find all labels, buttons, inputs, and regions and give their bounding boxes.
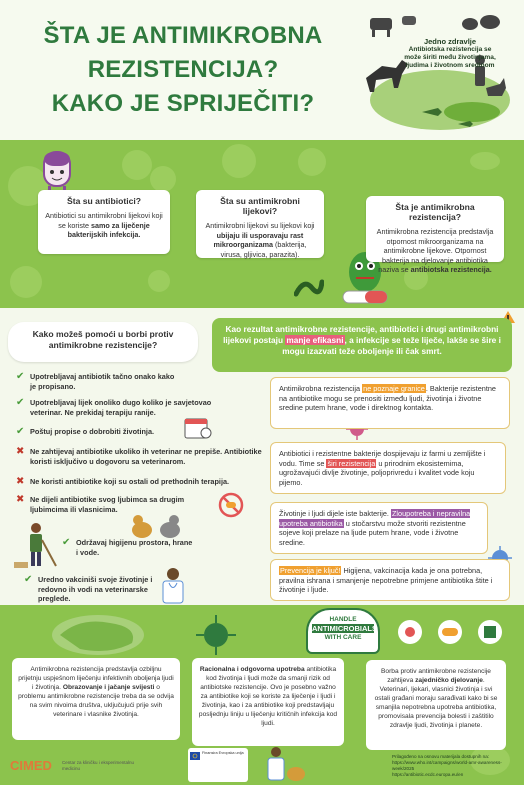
- card-responsible-use: [192, 658, 344, 746]
- card-text-bold: samo za liječenje bakterijskih infekcija.: [67, 220, 150, 239]
- infobox-shared-bacteria: [270, 502, 488, 554]
- infobox-text: Životinje i ljudi dijele iste bakterije.: [279, 509, 391, 518]
- bacteria-decoration: [150, 166, 176, 192]
- infobox-environment-spread: [270, 442, 506, 494]
- badge-line: HANDLE: [329, 616, 357, 623]
- infobox-highlight: širi rezistencija: [327, 458, 376, 468]
- card-text: Antimikrobna rezistencija predstavlja ozbiljnu prijetnju uspješnom liječenju infektivnih oboljenja ljudi i životinja.: [18, 666, 174, 691]
- infobox-highlight: ne poznaje granice: [363, 384, 425, 393]
- card-text-part: Antimikrobna rezistencija predstavlja otpornost mikroorganizama na antimikrobne lijekove. Otpornost bakterija na djelovanje antibiotika naziva se: [376, 227, 494, 274]
- bacteria-decoration: [222, 144, 256, 178]
- check-icon: ✔: [62, 537, 71, 548]
- card-text-part: (bakterija, virusa, gljivica, parazita).: [220, 240, 307, 259]
- health-icons-group: [396, 615, 506, 649]
- capsule-icon: [342, 290, 388, 304]
- card-title: Šta je antimikrobna rezistencija?: [395, 202, 475, 222]
- tip-item: [62, 537, 196, 557]
- card-text: Borba protiv antimikrobne rezistencije zahtijeva: [381, 668, 491, 684]
- tip-text: Upotrebljavaj lijek onoliko dugo koliko je savjetovao veterinar. Ne prekidaj terapiju ranije.: [30, 398, 212, 417]
- card-text: antibiotika kod životinja i ljudi može da smanji rizik od antibiotske rezistencije. Ovo je posebno važno za antibiotike koji se koriste za liječenje i ljudi i životinja, kao i za antibiotike koji predstavljaju posljednju liniju u liječenju kritičnih infekcija kod ljudi.: [198, 666, 338, 727]
- badge-line: WITH CARE: [324, 634, 362, 641]
- check-icon: ✔: [24, 574, 33, 585]
- card-text-bold: Racionalna i odgovorna upotreba: [199, 666, 305, 673]
- card-what-are-antimicrobials: [196, 190, 324, 258]
- no-pills-icon: [218, 492, 244, 518]
- infobox-text: . Bakterije rezistentne na antibiotike mogu se prenositi između ljudi, životinja i životne sredine putem hrane, vode i direktnog kontakta.: [279, 384, 496, 413]
- how-to-help-title: Kako možeš pomoći u borbi protiv antimikrobne rezistencije?: [32, 329, 174, 350]
- tip-item: [24, 574, 178, 604]
- consequences-card: [212, 318, 512, 372]
- infobox-text: u stočarstvu može stvoriti rezistentne sojeve koji prelaze na ljude putem hrane, vode i životne sredine.: [279, 518, 466, 547]
- check-icon: ✔: [16, 371, 25, 382]
- eu-funding-box: [188, 748, 248, 782]
- check-icon: ✔: [16, 426, 25, 437]
- tip-text: Upotrebljavaj antibiotik tačno onako kako je propisano.: [30, 372, 175, 391]
- tip-item: [16, 446, 266, 466]
- card-text: [373, 227, 497, 275]
- page-title-line-3: KAKO JE SPRIJEČITI?: [51, 90, 315, 117]
- virus-icon: [196, 615, 236, 655]
- card-text: [45, 211, 163, 240]
- tip-text: Ne koristi antibiotike koji su ostali od prethodnih terapija.: [30, 477, 230, 486]
- tip-text: Ne zahtijevaj antibiotike ukoliko ih veterinar ne prepiše. Antibiotike koristi isključivo u dogovoru sa veterinarom.: [30, 447, 262, 466]
- tip-text: Ne dijeli antibiotike svog ljubimca sa drugim ljubimcima ili vlasnicima.: [30, 495, 185, 514]
- page-title-line-2: REZISTENCIJA?: [87, 56, 279, 83]
- eu-funding-text: Finansira Evropska unija: [202, 751, 244, 755]
- tip-item: [16, 476, 260, 487]
- consequences-highlight: manje efikasni: [286, 335, 344, 345]
- bacteria-decoration: [10, 266, 42, 298]
- tip-item: [16, 397, 240, 417]
- page-title-line-1: ŠTA JE ANTIMIKROBNA: [43, 22, 323, 49]
- infobox-text: Antimikrobna rezistencija: [279, 384, 363, 393]
- badge-line: ANTIMICROBIALS: [312, 624, 377, 633]
- one-health-title: Jedno zdravlje: [423, 37, 477, 46]
- consequences-text-part: Kao rezultat antimikrobne rezistencije, antibiotici i drugi antimikrobni lijekovi postaju: [223, 324, 499, 345]
- consequences-text: [220, 324, 504, 357]
- references: [392, 754, 520, 778]
- globe-animals-illustration: [20, 609, 170, 659]
- consequences-text-part: , a infekcije se teže liječe, lakše se šire i mogu izazvati teže oboljenje ili čak smrt.: [282, 335, 501, 356]
- bacteria-decoration: [148, 270, 170, 292]
- one-health-illustration: [362, 8, 512, 136]
- card-text-part: Antibiotici su antimikrobni lijekovi koji se koriste: [45, 211, 163, 230]
- card-joint-action: [366, 660, 506, 750]
- infobox-prevention: [270, 559, 510, 601]
- infobox-highlight: Prevencija je ključ!: [280, 566, 341, 575]
- calendar-icon: [184, 416, 212, 440]
- card-what-are-antibiotics: [38, 190, 170, 254]
- cimed-logo-subtitle: Centar za kliničku i eksperimentalnu medicinu: [62, 760, 135, 771]
- card-text-bold: Obrazovanje i jačanje svijesti: [62, 684, 155, 691]
- cimed-logo: CIMED: [10, 758, 52, 773]
- bacteria-decoration: [122, 150, 152, 180]
- bacteria-decoration: [298, 148, 326, 176]
- card-text: . Veterinari, ljekari, vlasnici životinja i svi ostali građani moraju sarađivati kako bi se smanjila nepotrebna upotreba antibiotika, promovisala prevencija bolesti i zaštitilo zdravlje ljudi, životinja i planete.: [374, 677, 498, 729]
- card-text-bold: zajedničko djelovanje: [415, 677, 483, 684]
- references-title: Prilagođeno na osnovu materijala dostupnih na:: [392, 754, 490, 759]
- farmer-cleaning-illustration: [12, 520, 62, 570]
- card-text-bold: antibiotska rezistencija.: [410, 265, 492, 274]
- card-title: Šta su antimikrobni lijekovi?: [220, 196, 300, 216]
- eu-flag-icon: [190, 752, 200, 760]
- bacteria-decoration: [470, 152, 500, 170]
- tip-text: Održavaj higijenu prostora, hrane i vode.: [76, 538, 193, 557]
- infobox-highlight: Zloupotreba i nepravilna upotreba antibiotika: [279, 509, 471, 528]
- card-text: [203, 221, 317, 259]
- vet-with-dog-illustration: [262, 746, 306, 782]
- card-text-part: Antimikrobni lijekovi su lijekovi koji: [205, 221, 315, 230]
- one-health-caption: [402, 38, 498, 70]
- worm-icon: [294, 278, 324, 298]
- cross-icon: ✖: [16, 476, 25, 487]
- handle-with-care-badge: [306, 608, 380, 654]
- cross-icon: ✖: [16, 446, 25, 457]
- tip-text: Poštuj propise o dobrobiti životinja.: [30, 427, 155, 436]
- card-text-bold: ubijaju ili usporavaju rast mikroorganizama: [213, 230, 304, 249]
- tip-item: [16, 371, 180, 391]
- infobox-no-borders: [270, 377, 510, 429]
- veterinarian-icon: [158, 566, 188, 604]
- one-health-text: Antibiotska rezistencija se može širiti među životinjama, ljudima i životnom sredinom: [404, 46, 496, 69]
- card-what-is-amr: [366, 196, 504, 274]
- card-education: [12, 658, 180, 740]
- infobox-text: Higijena, vakcinacija kada je ona potrebna, pravilna ishrana i smanjenje nepotrebne primjene antibiotika štite i životinje i ljude.: [279, 566, 493, 595]
- how-to-help-card: [8, 322, 198, 362]
- infobox-text: Antibiotici i rezistentne bakterije dospijevaju iz farmi u zemljište i vodu. Time se: [279, 449, 486, 468]
- reference-link[interactable]: https://antibiotic.ecdc.europa.eu/en: [392, 772, 464, 777]
- tip-text: Uredno vakciniši svoje životinje i redovno ih vodi na veterinarske preglede.: [38, 575, 153, 603]
- card-title: Šta su antibiotici?: [66, 196, 141, 206]
- header-section: [0, 0, 524, 140]
- card-text: o problemu antimikrobne rezistencije treba da se odvija na svim nivoima društva, uključujući prije svih veterinare i vlasnike životinja.: [18, 684, 174, 718]
- reference-link[interactable]: https://www.who.int/campaigns/world-amr-awareness-week/2025: [392, 760, 502, 771]
- pets-illustration: [128, 512, 184, 540]
- check-icon: ✔: [16, 397, 25, 408]
- infobox-text: u prirodnim ekosistemima, ugrožavajući divlje životinje, poljoprivredu i kvalitet vode koju pijemo.: [279, 458, 475, 487]
- cross-icon: ✖: [16, 494, 25, 505]
